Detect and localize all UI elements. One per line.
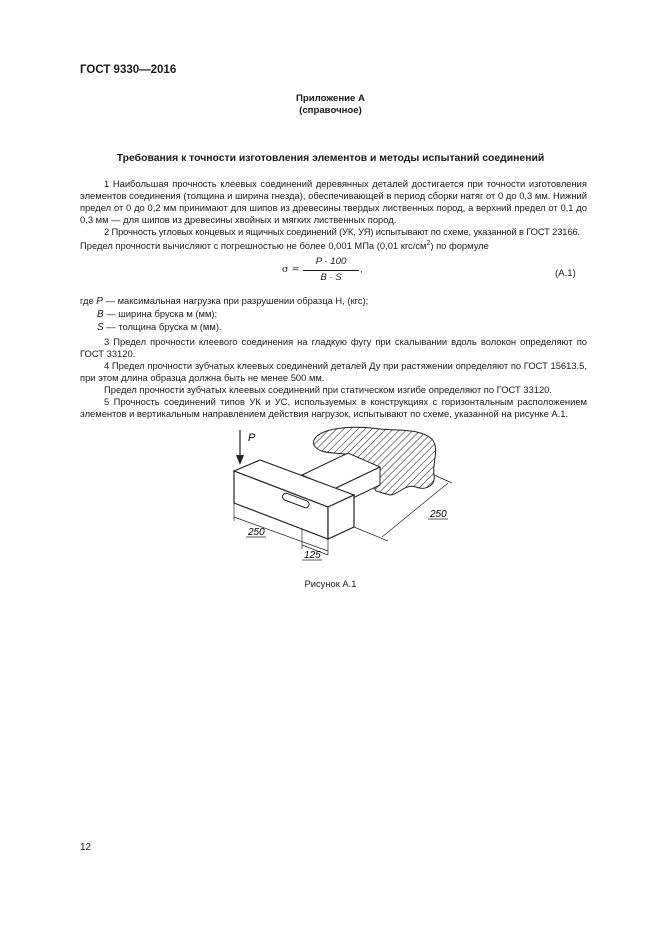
- definition-prefix: где: [80, 295, 94, 306]
- definition-text: толщина бруска м (мм).: [118, 321, 222, 332]
- formula-numerator: P · 100: [315, 256, 347, 267]
- definition-row: [97, 320, 222, 334]
- definition-symbol: S: [97, 322, 104, 333]
- paragraph-1: 1 Наибольшая прочность клеевых соединений деревянных деталей достигается при точности изготовления элементов соединения (толщина и ширина гнезда), обеспечивающей в период сборки натяг от 0 до 0,3 мм. Нижний предел от 0 до 0,2 мм принимают для шипов из древесины твердых лиственных пород, а верхний предел от 0,1 до 0,3 мм — для шипов из древесины хвойных и мягких лиственных пород.: [80, 178, 587, 225]
- definition-text: ширина бруска м (мм);: [118, 308, 218, 319]
- load-label: P: [248, 432, 256, 444]
- paragraph-2b-sup: 2: [426, 240, 431, 247]
- appendix-title: Приложение А: [296, 93, 365, 104]
- standard-header: ГОСТ 9330—2016: [80, 64, 177, 76]
- dim-right-ext-2: [434, 475, 452, 483]
- dim-bottom-label: 125: [304, 550, 321, 561]
- definition-symbol: P: [96, 296, 103, 307]
- definition-dash: —: [106, 308, 116, 319]
- dim-right-ext-1: [354, 527, 388, 541]
- definition-row: [80, 294, 368, 308]
- formula-comma: ,: [360, 264, 363, 275]
- formula-lhs: σ =: [282, 264, 300, 275]
- paragraph-2b-text: Предел прочности вычисляют с погрешностью не более 0,001 МПа (0,01 кгс/см: [80, 240, 427, 252]
- paragraph-4: 4 Предел прочности зубчатых клеевых соединений деталей Ду при растяжении определяют по ГОСТ 15613.5, при этом длина образца должна быть не менее 500 мм.: [80, 360, 587, 383]
- figure-a1-diagram: [220, 425, 460, 570]
- appendix-subtitle: (справочное): [299, 105, 362, 116]
- paragraph-2b: [80, 238, 587, 252]
- fraction-bar: [303, 270, 359, 271]
- paragraph-5: 5 Прочность соединений типов УК и УС, используемых в конструкциях с горизонтальным расположением элементов и вертикальным направлением действия нагрузок, испытывают по схеме, указанной на рисунке А.1.: [80, 396, 587, 419]
- paragraph-2b-tail: ) по формуле: [430, 240, 489, 252]
- definition-symbol: B: [97, 309, 104, 320]
- paragraph-3: 3 Предел прочности клеевого соединения на гладкую фугу при скалывании вдоль волокон определяют по ГОСТ 33120.: [80, 336, 587, 359]
- dim-right-label: 250: [430, 509, 447, 520]
- definition-dash: —: [106, 321, 116, 332]
- load-arrow-head: [236, 455, 244, 465]
- dim-left-label: 250: [248, 527, 265, 538]
- page-number: 12: [80, 842, 92, 853]
- paragraph-2a: 2 Прочность угловых концевых и ящичных соединений (УК, УЯ) испытывают по схеме, указанной в ГОСТ 23166.: [104, 226, 580, 237]
- figure-caption: Рисунок А.1: [304, 578, 357, 589]
- section-title: Требования к точности изготовления элементов и методы испытаний соединений: [116, 153, 545, 164]
- formula-denominator: B · S: [320, 272, 342, 283]
- definition-row: [97, 307, 217, 321]
- definition-dash: —: [105, 295, 115, 306]
- definition-text: максимальная нагрузка при разрушении образца Н, (кгс);: [117, 295, 369, 306]
- formula-number: (А.1): [555, 268, 576, 279]
- paragraph-4-extra: Предел прочности зубчатых клеевых соединений при статическом изгибе определяют по ГОСТ 33120.: [104, 384, 552, 395]
